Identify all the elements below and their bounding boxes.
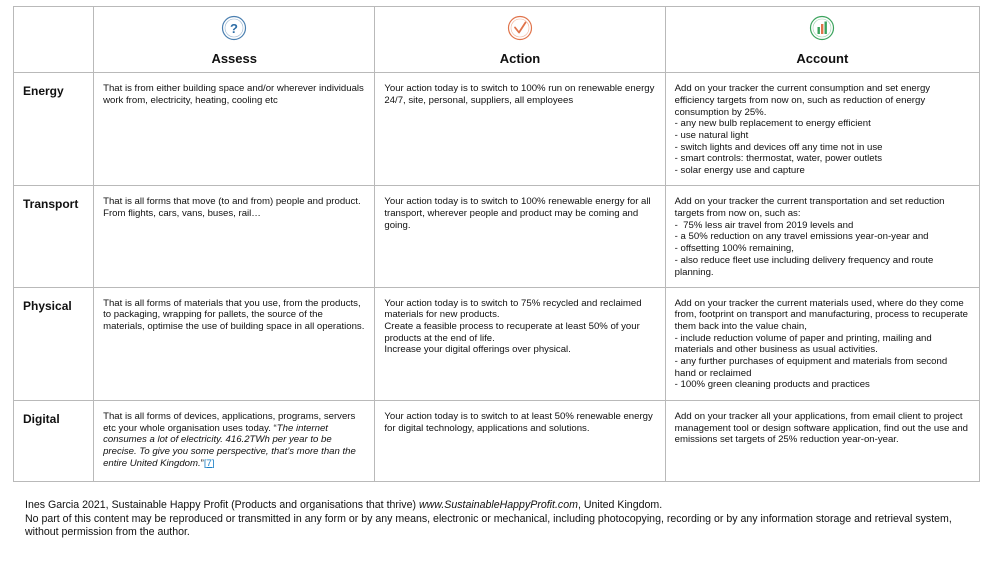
- header-row: [14, 7, 980, 73]
- footer-copyright: No part of this content may be reproduced or transmitted in any form or by any means, electronic or mechanical, including photocopying, recording or by any information storage and retrieval system, without permission from the author.: [25, 512, 952, 538]
- cell-assess-transport: That is all forms that move (to and from) people and product. From flights, cars, vans, buses, rail…: [94, 186, 375, 287]
- footer-credit: [25, 499, 975, 513]
- cell-account-physical: Add on your tracker the current materials used, where do they come from, footprint on transport and manufacturing, process to recuperate them back into the value chain, - include reduction volume of paper and printing, mailing and materials and other business as usual activities. - any further purchases of equipment and materials from second hand or reclaimed - 100% green cleaning products and practices: [665, 287, 979, 400]
- header-assess: [94, 7, 375, 73]
- cell-action-transport: Your action today is to switch to 100% renewable energy for all transport, wherever people and product may be coming and going.: [375, 186, 665, 287]
- footer-website: www.SustainableHappyProfit.com: [418, 499, 578, 511]
- header-account: [665, 7, 979, 73]
- checkmark-icon: [507, 15, 533, 41]
- cell-action-energy: Your action today is to switch to 100% run on renewable energy 24/7, site, personal, suppliers, all employees: [375, 73, 665, 186]
- header-empty-cell: [14, 7, 94, 73]
- header-title-assess: Assess: [211, 51, 257, 66]
- row-label-energy: Energy: [14, 73, 94, 186]
- footer-credit-suffix: , United Kingdom.: [577, 499, 663, 511]
- cell-assess-energy: That is from either building space and/or wherever individuals work from, electricity, heating, cooling etc: [94, 73, 375, 186]
- cell-action-physical: Your action today is to switch to 75% recycled and reclaimed materials for new products. Create a feasible process to recuperate at least 50% of your products at the end of life. Increase your digital offerings over physical.: [375, 287, 665, 400]
- row-label-digital: Digital: [14, 400, 94, 481]
- cell-action-digital: Your action today is to switch to at least 50% renewable energy for digital technology, applications and solutions.: [375, 400, 665, 481]
- row-label-physical: Physical: [14, 287, 94, 400]
- digital-assess-close-quote: ”: [200, 457, 204, 469]
- digital-assess-text: That is all forms of devices, applications, programs, servers etc your whole organisation uses today. “: [103, 410, 358, 434]
- question-icon: [221, 15, 247, 41]
- svg-text:?: ?: [230, 21, 239, 36]
- cell-account-energy: Add on your tracker the current consumption and set energy efficiency targets from now on, such as reduction of energy consumption by 25%. - any new bulb replacement to energy efficient - use natural light - switch lights and devices off any time not in use - smart controls: thermostat, water, power outlets - solar energy use and capture: [665, 73, 979, 186]
- cell-assess-digital: [94, 400, 375, 481]
- reference-link[interactable]: [7]: [203, 457, 215, 469]
- header-title-account: Account: [796, 51, 849, 66]
- table-row-digital: [14, 400, 980, 481]
- table-row-transport: [14, 186, 980, 287]
- assess-action-account-table: [13, 6, 980, 482]
- row-label-transport: Transport: [14, 186, 94, 287]
- footer: [25, 499, 975, 540]
- cell-assess-physical: That is all forms of materials that you use, from the products, to packaging, wrapping for pallets, the source of the materials, optimise the use of building space in all operations.: [94, 287, 375, 400]
- footer-credit-prefix: Ines Garcia 2021, Sustainable Happy Profit (Products and organisations that thrive): [25, 499, 419, 511]
- bar-chart-icon: [809, 15, 835, 41]
- header-action: [375, 7, 665, 73]
- table-row-physical: [14, 287, 980, 400]
- table-row-energy: [14, 73, 980, 186]
- cell-account-digital: Add on your tracker all your applications, from email client to project management tool or design software application, find out the use and emissions set targets of 25% reduction year-on-year.: [665, 400, 979, 481]
- cell-account-transport: Add on your tracker the current transportation and set reduction targets from now on, such as: - 75% less air travel from 2019 levels and - a 50% reduction on any travel emissions year-on-year and - offsetting 100% remaining, - also reduce fleet use including delivery frequency and route planning.: [665, 186, 979, 287]
- header-title-action: Action: [499, 51, 541, 66]
- digital-assess-quote: The internet consumes a lot of electricity. 416.2TWh per year to be precise. To give you some perspective, that’s more than the entire United Kingdom.: [103, 422, 359, 469]
